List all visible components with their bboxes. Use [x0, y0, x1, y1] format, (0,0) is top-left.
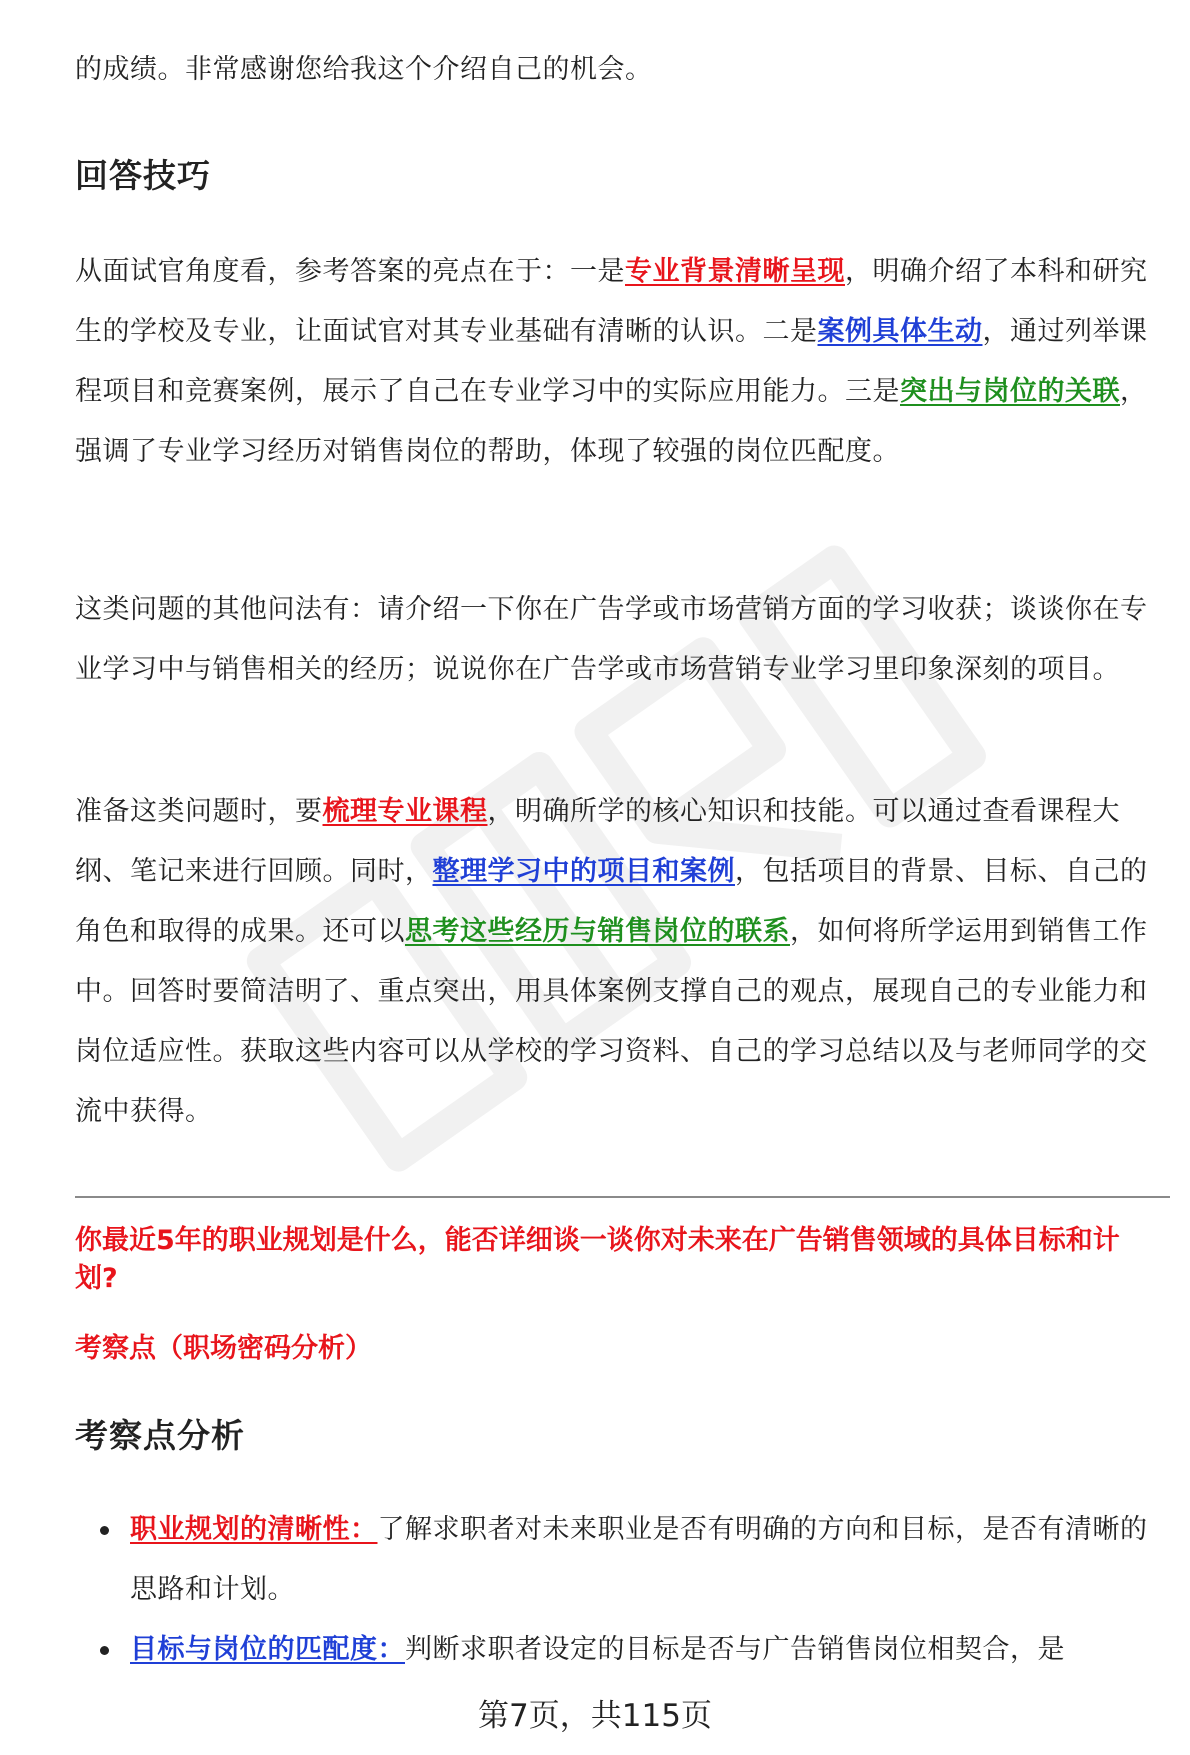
point-text: 判断求职者设定的目标是否与广告销售岗位相契合，是 [405, 1634, 1065, 1665]
text-run: 从面试官角度看，参考答案的亮点在于：一是 [75, 256, 625, 287]
text-run: ，明确介绍了本科和研究生的学校及专业，让面试官对其专业基础有清晰的认识。二是 [75, 256, 1148, 347]
page-number-footer: 第7页，共115页 [478, 1698, 712, 1734]
intro-tail-text: 的成绩。非常感谢您给我这个介绍自己的机会。 [75, 54, 653, 85]
question-title: 你最近5年的职业规划是什么，能否详细谈一谈你对未来在广告销售领域的具体目标和计划? [75, 1225, 1120, 1294]
text-run: ，包括项目的背景、目标、自己的角色和取得的成果。还可以 [75, 856, 1148, 947]
list-item [100, 1620, 1160, 1680]
heading-answer-tips: 回答技巧 [75, 156, 211, 195]
heading-assessment-analysis: 考察点分析 [75, 1416, 245, 1455]
assessment-points-list [100, 1500, 1160, 1680]
highlight-projects-cases: 整理学习中的项目和案例 [432, 856, 735, 887]
point-label: 职业规划的清晰性： [130, 1514, 378, 1545]
highlight-vivid-cases: 案例具体生动 [817, 316, 983, 347]
assessment-subheading: 考察点（职场密码分析） [75, 1333, 372, 1364]
section-divider [75, 1196, 1170, 1198]
text-run: ，如何将所学运用到销售工作中。回答时要简洁明了、重点突出，用具体案例支撑自己的观点，展现自己的专业能力和岗位适应性。获取这些内容可以从学校的学习资料、自己的学习总结以及与老师同学的交流中获得。 [75, 916, 1148, 1127]
preparation-paragraph [75, 782, 1170, 1142]
alternative-questions-paragraph: 这类问题的其他问法有：请介绍一下你在广告学或市场营销方面的学习收获；谈谈你在专业学习中与销售相关的经历；说说你在广告学或市场营销专业学习里印象深刻的项目。 [75, 594, 1148, 685]
point-text: 了解求职者对未来职业是否有明确的方向和目标，是否有清晰的思路和计划。 [130, 1514, 1148, 1605]
highlight-sales-connection: 思考这些经历与销售岗位的联系 [405, 916, 790, 947]
text-run: 准备这类问题时，要 [75, 796, 323, 827]
text-run: ，强调了专业学习经历对销售岗位的帮助，体现了较强的岗位匹配度。 [75, 376, 1148, 467]
tips-paragraph [75, 242, 1170, 482]
bullet-icon [100, 1526, 109, 1535]
point-label: 目标与岗位的匹配度： [130, 1634, 405, 1665]
highlight-job-relevance: 突出与岗位的关联 [900, 376, 1120, 407]
highlight-professional-background: 专业背景清晰呈现 [625, 256, 845, 287]
text-run: ，明确所学的核心知识和技能。可以通过查看课程大纲、笔记来进行回顾。同时， [75, 796, 1120, 887]
bullet-icon [100, 1646, 109, 1655]
highlight-sort-courses: 梳理专业课程 [322, 796, 488, 827]
list-item [100, 1500, 1160, 1620]
text-run: ，通过列举课程项目和竞赛案例，展示了自己在专业学习中的实际应用能力。三是 [75, 316, 1148, 407]
